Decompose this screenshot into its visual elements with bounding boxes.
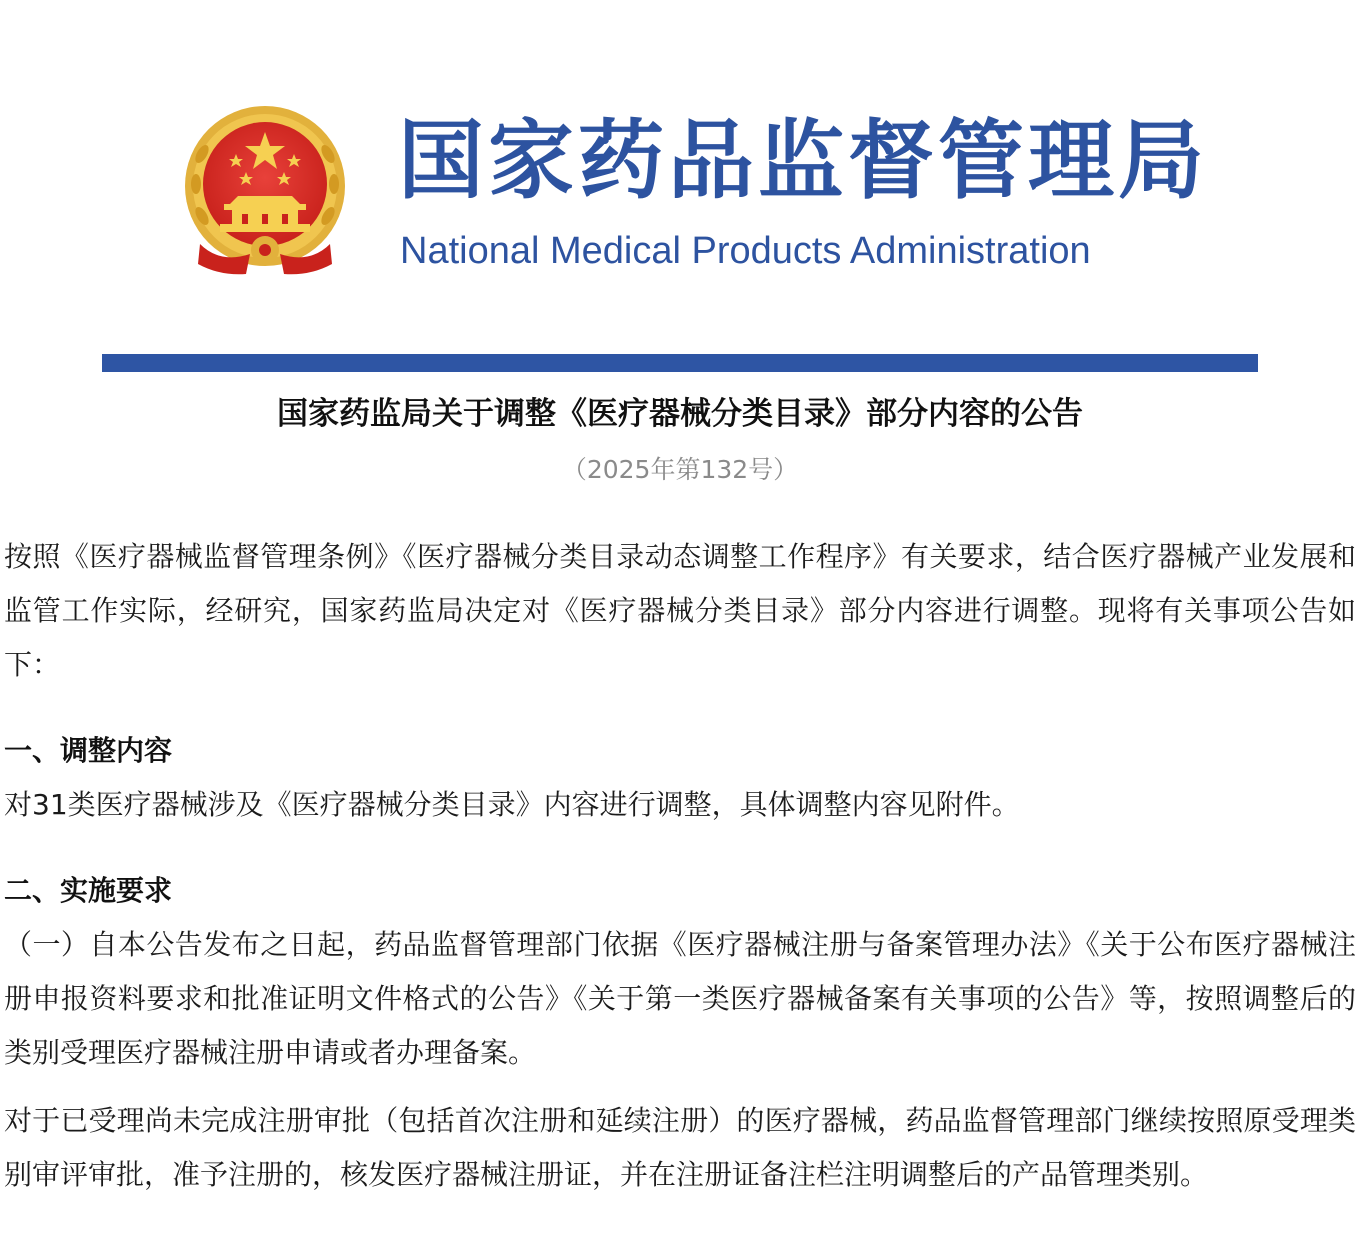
header-divider bbox=[102, 354, 1258, 372]
spacer bbox=[4, 692, 1356, 724]
section2-heading: 二、实施要求 bbox=[4, 874, 173, 907]
national-emblem-icon bbox=[180, 104, 350, 280]
intro-paragraph: 按照《医疗器械监督管理条例》《医疗器械分类目录动态调整工作程序》有关要求，结合医疗器械产业发展和监管工作实际，经研究，国家药监局决定对《医疗器械分类目录》部分内容进行调整。现将有关事项公告如下： bbox=[4, 540, 1356, 681]
notice-title: 国家药监局关于调整《医疗器械分类目录》部分内容的公告 bbox=[277, 396, 1083, 432]
notice-body bbox=[4, 530, 1356, 1202]
agency-header bbox=[0, 0, 1372, 340]
section2-item2: 对于已受理尚未完成注册审批（包括首次注册和延续注册）的医疗器械，药品监督管理部门继续按照原受理类别审评审批，准予注册的，核发医疗器械注册证，并在注册证备注栏注明调整后的产品管理类别。 bbox=[4, 1104, 1356, 1191]
agency-name-en: National Medical Products Administration bbox=[400, 230, 1091, 272]
spacer bbox=[4, 1080, 1356, 1094]
section1-heading: 一、调整内容 bbox=[4, 734, 173, 767]
agency-name-cn: 国家药品监督管理局 bbox=[398, 111, 1208, 211]
notice-number: （2025年第132号） bbox=[561, 455, 799, 484]
section1-text: 对31类医疗器械涉及《医疗器械分类目录》内容进行调整，具体调整内容见附件。 bbox=[4, 788, 1020, 821]
spacer bbox=[4, 832, 1356, 864]
section2-item1: （一）自本公告发布之日起，药品监督管理部门依据《医疗器械注册与备案管理办法》《关于公布医疗器械注册申报资料要求和批准证明文件格式的公告》《关于第一类医疗器械备案有关事项的公告》等，按照调整后的类别受理医疗器械注册申请或者办理备案。 bbox=[4, 928, 1356, 1069]
